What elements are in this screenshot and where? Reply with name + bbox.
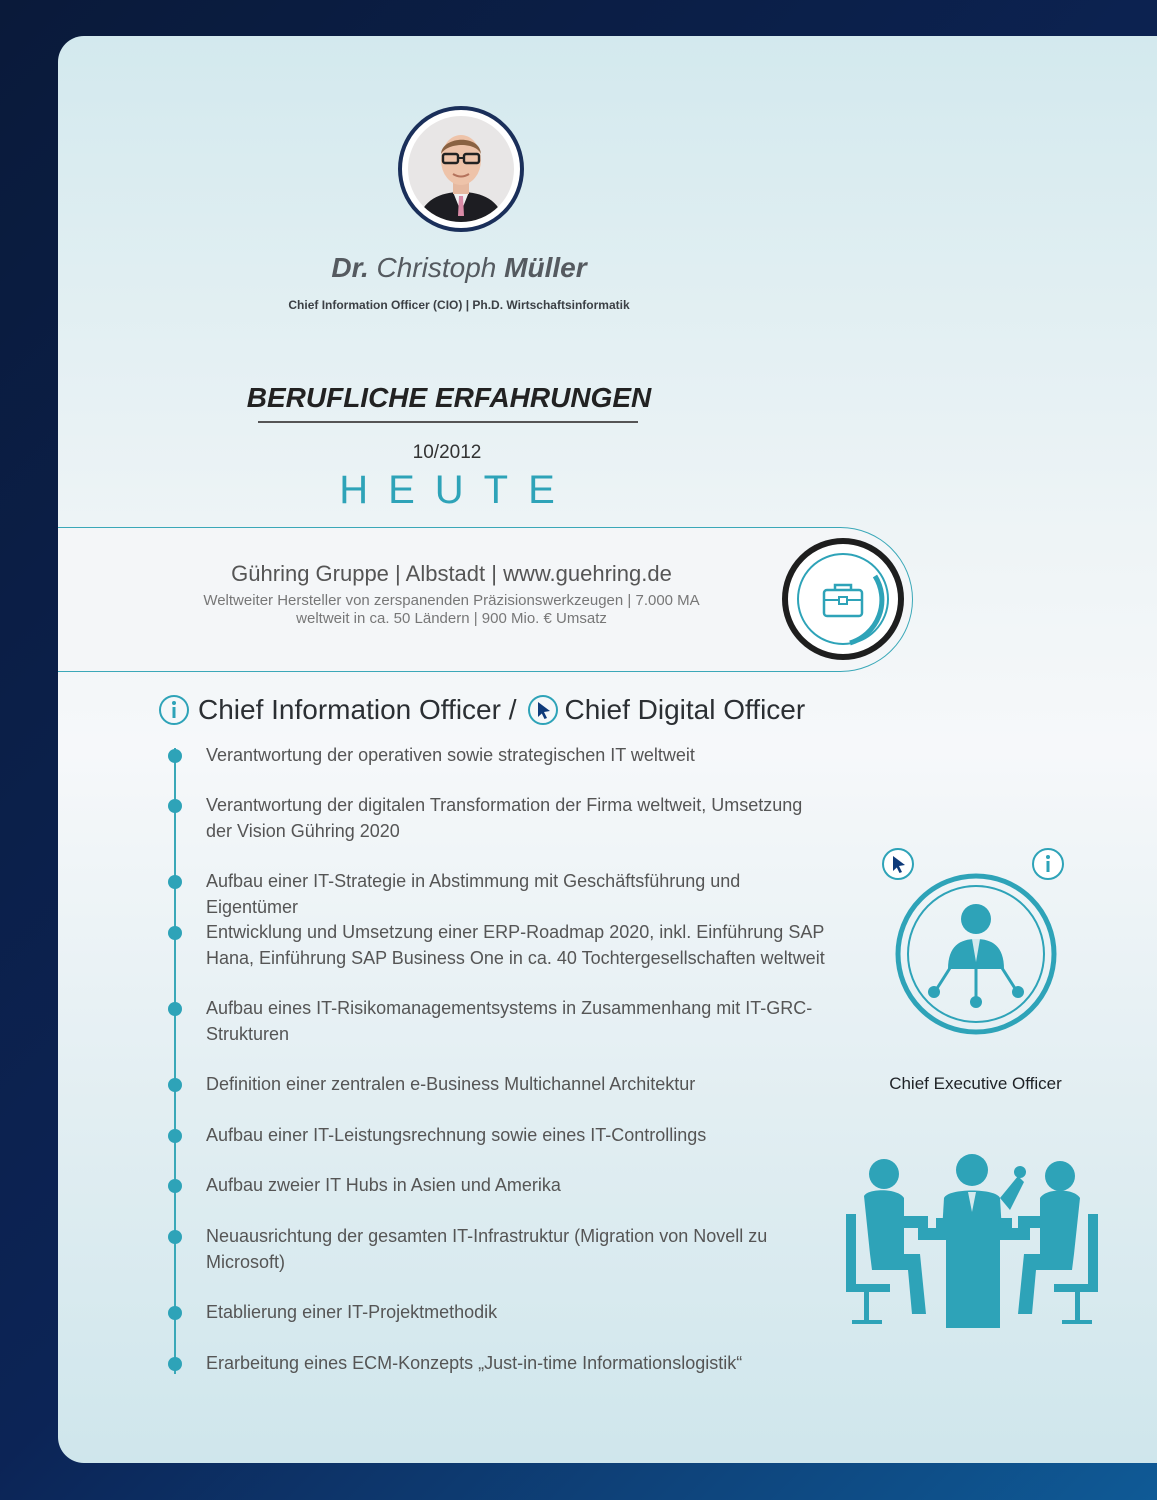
bullet-dot: [168, 1179, 182, 1193]
bullet-dot: [168, 1357, 182, 1371]
ceo-label: Chief Executive Officer: [889, 1074, 1062, 1093]
briefcase-icon: [780, 536, 906, 662]
duty-text: Aufbau einer IT-Leistungsrechnung sowie eines IT-Controllings: [206, 1125, 707, 1145]
bullet-dot: [168, 1078, 182, 1092]
bullet-dot: [168, 799, 182, 813]
date-to: HEUTE: [339, 468, 575, 512]
duty-text: Neuausrichtung der gesamten IT-Infrastruktur (Migration von Novell zu Microsoft): [206, 1226, 768, 1272]
meeting-icon: [842, 1154, 1102, 1334]
profile-photo: [408, 116, 514, 222]
duty-text: Verantwortung der operativen sowie strategischen IT weltweit: [206, 745, 695, 765]
duty-text: Entwicklung und Umsetzung einer ERP-Roadmap 2020, inkl. Einführung SAP Hana, Einführung SAP Business One in ca. 40 Tochtergesellschaften weltweit: [206, 922, 825, 968]
profile-subtitle: Chief Information Officer (CIO) | Ph.D. Wirtschaftsinformatik: [288, 298, 630, 312]
role-cdo: Chief Digital Officer: [564, 694, 806, 725]
info-icon: [158, 694, 190, 726]
cursor-icon: [527, 694, 559, 726]
resume-card: [58, 36, 1157, 1463]
role-cio: Chief Information Officer /: [198, 694, 517, 725]
name-first: Christoph: [376, 252, 497, 283]
name-prefix: Dr.: [331, 252, 369, 283]
cursor-icon: [883, 849, 913, 879]
name-last: Müller: [504, 252, 587, 283]
person-network-icon: [878, 844, 1078, 1044]
duty-text: Aufbau eines IT-Risikomanagementsystems in Zusammenhang mit IT-GRC-Strukturen: [206, 998, 813, 1044]
duty-text: Etablierung einer IT-Projektmethodik: [206, 1302, 498, 1322]
role-title: [158, 692, 805, 728]
info-icon: [1033, 849, 1063, 879]
section-title: BERUFLICHE ERFAHRUNGEN: [246, 382, 652, 413]
bullet-dot: [168, 749, 182, 763]
bullet-dot: [168, 1306, 182, 1320]
section-divider: [258, 421, 638, 423]
duty-text: Aufbau einer IT-Strategie in Abstimmung mit Geschäftsführung und Eigentümer: [206, 871, 741, 917]
duty-text: Erarbeitung eines ECM-Konzepts „Just-in-time Informationslogistik“: [206, 1353, 743, 1373]
profile-name: [58, 252, 860, 284]
duty-text: Verantwortung der digitalen Transformation der Firma weltweit, Umsetzung der Vision Gühring 2020: [206, 795, 803, 841]
bullet-dot: [168, 1230, 182, 1244]
date-from: 10/2012: [412, 442, 482, 463]
company-name: Gühring Gruppe | Albstadt | www.guehring.de: [231, 561, 672, 586]
bullet-dot: [168, 1129, 182, 1143]
timeline-line: [174, 748, 176, 1374]
duty-text: Definition einer zentralen e-Business Multichannel Architektur: [206, 1074, 696, 1094]
company-desc-line2: weltweit in ca. 50 Ländern | 900 Mio. € Umsatz: [296, 610, 607, 627]
bullet-dot: [168, 1002, 182, 1016]
company-description: [58, 592, 845, 628]
bullet-dot: [168, 875, 182, 889]
avatar: [398, 106, 524, 232]
company-desc-line1: Weltweiter Hersteller von zerspanenden Präzisionswerkzeugen | 7.000 MA: [203, 592, 700, 609]
duty-text: Aufbau zweier IT Hubs in Asien und Amerika: [206, 1175, 561, 1195]
bullet-dot: [168, 926, 182, 940]
